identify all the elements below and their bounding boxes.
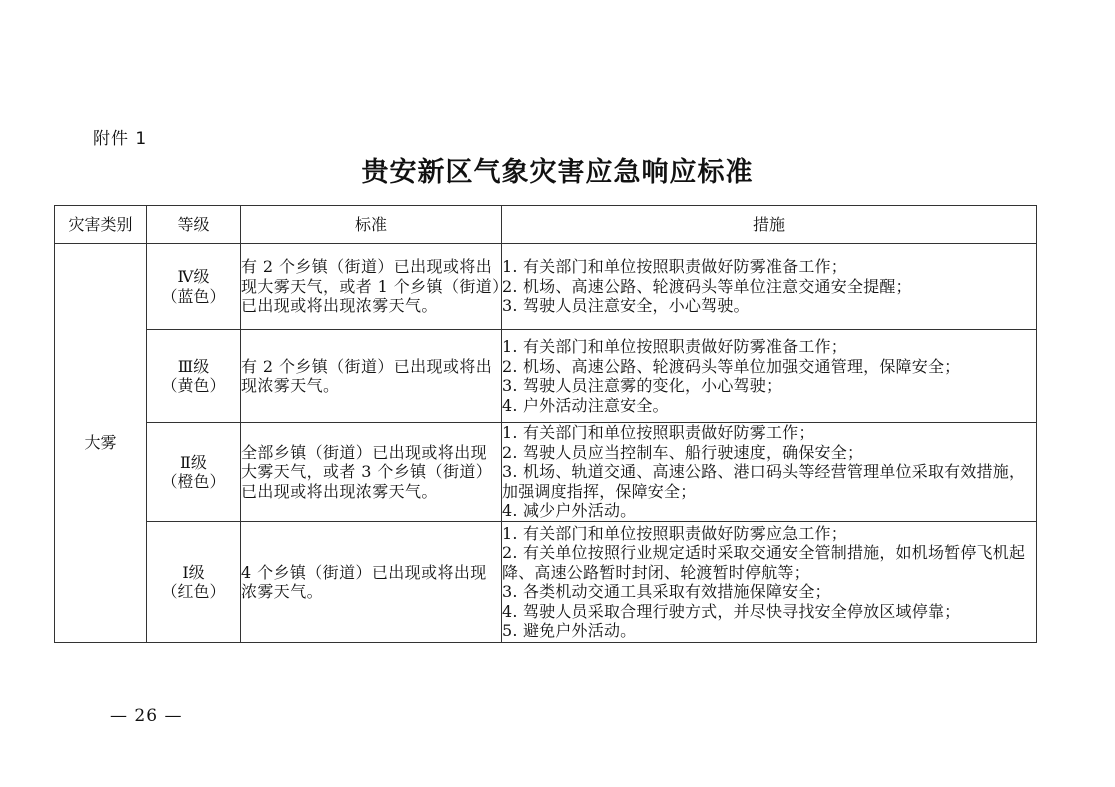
- measure-item: 5. 避免户外活动。: [502, 621, 637, 640]
- level-name: Ⅱ级: [180, 452, 207, 472]
- level-name: Ⅳ级: [177, 267, 210, 286]
- measures-cell: [502, 423, 1037, 522]
- header-level: 等级: [147, 206, 241, 244]
- criteria-cell: 全部乡镇（街道）已出现或将出现大雾天气，或者 3 个乡镇（街道）已出现或将出现浓雾天气。: [241, 423, 502, 522]
- table-row: [55, 244, 1037, 330]
- attachment-label: 附件 1: [93, 129, 148, 149]
- level-color: （橙色）: [161, 472, 226, 491]
- criteria-cell: 有 2 个乡镇（街道）已出现或将出现浓雾天气。: [241, 330, 502, 423]
- measure-item: 3. 机场、轨道交通、高速公路、港口码头等经营管理单位采取有效措施，加强调度指挥，保障安全；: [502, 462, 1026, 501]
- measure-item: 2. 机场、高速公路、轮渡码头等单位加强交通管理，保障安全；: [502, 356, 961, 376]
- table-row: [55, 423, 1037, 522]
- level-cell: [147, 423, 241, 522]
- table-row: [55, 522, 1037, 643]
- measure-item: 4. 减少户外活动。: [502, 501, 637, 521]
- level-color: （黄色）: [161, 376, 226, 395]
- header-criteria: 标准: [241, 206, 502, 244]
- measure-item: 2. 驾驶人员应当控制车、船行驶速度，确保安全；: [502, 442, 864, 462]
- level-color: （蓝色）: [161, 286, 226, 306]
- measure-item: 3. 驾驶人员注意安全，小心驾驶。: [502, 296, 750, 316]
- level-cell: [147, 244, 241, 330]
- header-disaster-category: 灾害类别: [55, 206, 147, 244]
- disaster-category-cell: 大雾: [55, 244, 147, 643]
- measure-item: 1. 有关部门和单位按照职责做好防雾准备工作；: [502, 337, 847, 356]
- measure-item: 4. 驾驶人员采取合理行驶方式，并尽快寻找安全停放区域停靠；: [502, 601, 961, 621]
- page-number: — 26 —: [110, 706, 183, 726]
- measure-item: 1. 有关部门和单位按照职责做好防雾应急工作；: [502, 523, 847, 543]
- measure-item: 3. 各类机动交通工具采取有效措施保障安全；: [502, 582, 831, 601]
- level-color: （红色）: [161, 582, 226, 601]
- level-cell: [147, 330, 241, 423]
- measure-item: 2. 机场、高速公路、轮渡码头等单位注意交通安全提醒；: [502, 276, 912, 296]
- table-header-row: [55, 206, 1037, 244]
- measure-item: 3. 驾驶人员注意雾的变化，小心驾驶；: [502, 376, 783, 395]
- measures-cell: [502, 330, 1037, 423]
- measure-item: 1. 有关部门和单位按照职责做好防雾工作；: [502, 423, 815, 443]
- measures-cell: [502, 522, 1037, 643]
- table-row: [55, 330, 1037, 423]
- level-cell: [147, 522, 241, 643]
- measures-cell: [502, 244, 1037, 330]
- header-measures: 措施: [502, 206, 1037, 244]
- criteria-cell: 4 个乡镇（街道）已出现或将出现浓雾天气。: [241, 522, 502, 643]
- document-title: 贵安新区气象灾害应急响应标准: [361, 157, 754, 188]
- level-name: Ⅲ级: [177, 356, 210, 376]
- response-standard-table: [54, 205, 1037, 643]
- level-name: Ⅰ级: [182, 562, 205, 582]
- measure-item: 4. 户外活动注意安全。: [502, 395, 669, 415]
- measure-item: 2. 有关单位按照行业规定适时采取交通安全管制措施，如机场暂停飞机起降、高速公路暂时封闭、轮渡暂时停航等；: [502, 543, 1026, 582]
- measure-item: 1. 有关部门和单位按照职责做好防雾准备工作；: [502, 257, 847, 277]
- criteria-cell: 有 2 个乡镇（街道）已出现或将出现大雾天气，或者 1 个乡镇（街道）已出现或将出现浓雾天气。: [241, 244, 502, 330]
